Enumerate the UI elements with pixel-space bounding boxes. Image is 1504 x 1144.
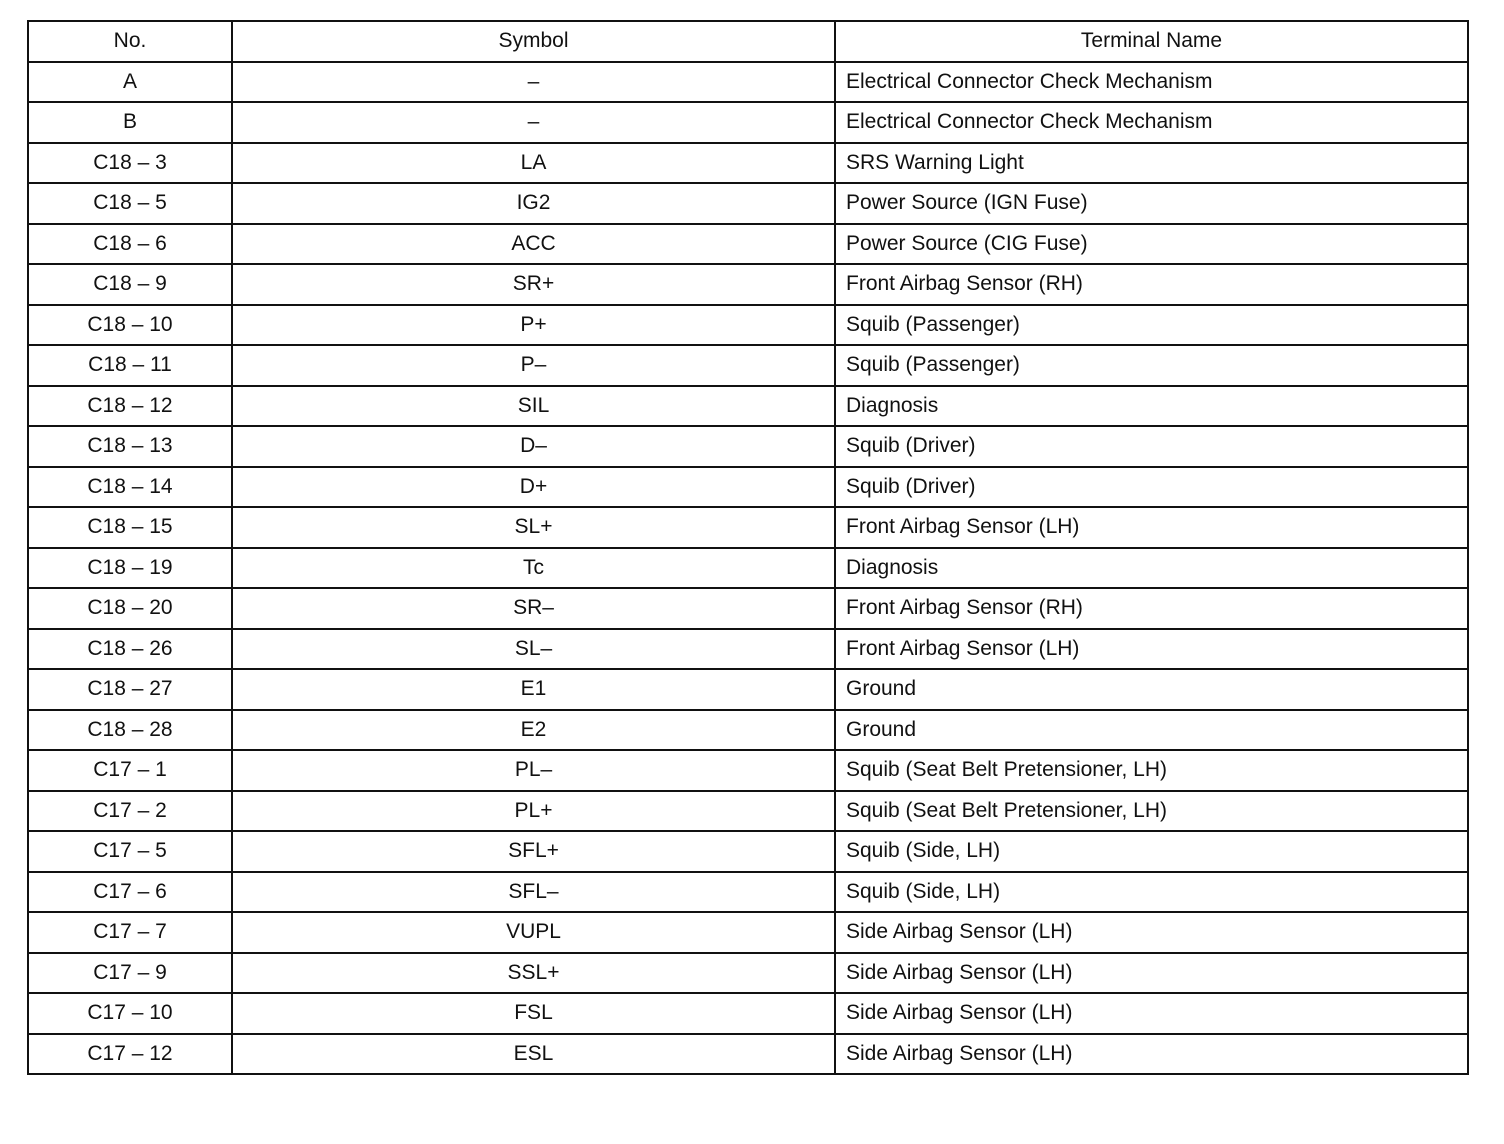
cell-symbol: VUPL: [232, 912, 835, 953]
cell-terminal-name: Side Airbag Sensor (LH): [835, 953, 1468, 994]
table-row: [28, 345, 1468, 386]
cell-no: C18 – 6: [28, 224, 232, 265]
cell-terminal-name: Side Airbag Sensor (LH): [835, 912, 1468, 953]
cell-symbol: PL+: [232, 791, 835, 832]
cell-symbol: PL–: [232, 750, 835, 791]
table-row: [28, 143, 1468, 184]
cell-no: C17 – 9: [28, 953, 232, 994]
cell-symbol: ESL: [232, 1034, 835, 1075]
cell-symbol: D–: [232, 426, 835, 467]
cell-no: C18 – 3: [28, 143, 232, 184]
cell-no: C18 – 9: [28, 264, 232, 305]
cell-symbol: SL–: [232, 629, 835, 670]
cell-terminal-name: Squib (Seat Belt Pretensioner, LH): [835, 750, 1468, 791]
cell-symbol: E1: [232, 669, 835, 710]
cell-terminal-name: Front Airbag Sensor (RH): [835, 264, 1468, 305]
table-row: [28, 507, 1468, 548]
cell-terminal-name: SRS Warning Light: [835, 143, 1468, 184]
cell-terminal-name: Squib (Driver): [835, 467, 1468, 508]
table-row: [28, 791, 1468, 832]
table-row: [28, 305, 1468, 346]
cell-no: C17 – 2: [28, 791, 232, 832]
cell-terminal-name: Front Airbag Sensor (LH): [835, 507, 1468, 548]
cell-no: C17 – 7: [28, 912, 232, 953]
cell-no: C18 – 28: [28, 710, 232, 751]
cell-no: C18 – 26: [28, 629, 232, 670]
cell-no: C18 – 27: [28, 669, 232, 710]
table-row: [28, 710, 1468, 751]
cell-symbol: SFL–: [232, 872, 835, 913]
cell-terminal-name: Squib (Passenger): [835, 345, 1468, 386]
table-row: [28, 953, 1468, 994]
cell-no: C18 – 12: [28, 386, 232, 427]
terminal-table: [27, 20, 1469, 1075]
table-row: [28, 669, 1468, 710]
cell-terminal-name: Diagnosis: [835, 386, 1468, 427]
cell-symbol: D+: [232, 467, 835, 508]
cell-terminal-name: Squib (Passenger): [835, 305, 1468, 346]
cell-terminal-name: Electrical Connector Check Mechanism: [835, 102, 1468, 143]
cell-no: C18 – 14: [28, 467, 232, 508]
cell-no: B: [28, 102, 232, 143]
cell-terminal-name: Side Airbag Sensor (LH): [835, 993, 1468, 1034]
cell-symbol: E2: [232, 710, 835, 751]
table-row: [28, 183, 1468, 224]
table-row: [28, 224, 1468, 265]
table-row: [28, 62, 1468, 103]
cell-terminal-name: Squib (Seat Belt Pretensioner, LH): [835, 791, 1468, 832]
cell-symbol: ACC: [232, 224, 835, 265]
cell-symbol: SSL+: [232, 953, 835, 994]
header-no: No.: [28, 21, 232, 62]
table-body: [28, 62, 1468, 1075]
cell-symbol: FSL: [232, 993, 835, 1034]
table-row: [28, 1034, 1468, 1075]
cell-no: C18 – 10: [28, 305, 232, 346]
table-row: [28, 467, 1468, 508]
table-row: [28, 386, 1468, 427]
table-row: [28, 264, 1468, 305]
cell-symbol: P+: [232, 305, 835, 346]
cell-symbol: –: [232, 62, 835, 103]
cell-no: C18 – 19: [28, 548, 232, 589]
header-symbol: Symbol: [232, 21, 835, 62]
cell-symbol: SFL+: [232, 831, 835, 872]
cell-no: C18 – 20: [28, 588, 232, 629]
cell-terminal-name: Squib (Driver): [835, 426, 1468, 467]
cell-terminal-name: Power Source (IGN Fuse): [835, 183, 1468, 224]
table-row: [28, 548, 1468, 589]
cell-terminal-name: Electrical Connector Check Mechanism: [835, 62, 1468, 103]
cell-no: C17 – 12: [28, 1034, 232, 1075]
table-row: [28, 872, 1468, 913]
cell-terminal-name: Front Airbag Sensor (LH): [835, 629, 1468, 670]
table-row: [28, 629, 1468, 670]
cell-terminal-name: Diagnosis: [835, 548, 1468, 589]
table-row: [28, 831, 1468, 872]
cell-symbol: SL+: [232, 507, 835, 548]
cell-no: C18 – 13: [28, 426, 232, 467]
table-row: [28, 102, 1468, 143]
cell-symbol: SR–: [232, 588, 835, 629]
table-row: [28, 993, 1468, 1034]
cell-no: C18 – 11: [28, 345, 232, 386]
cell-no: C17 – 5: [28, 831, 232, 872]
table-row: [28, 588, 1468, 629]
header-row: [28, 21, 1468, 62]
cell-no: C17 – 10: [28, 993, 232, 1034]
cell-symbol: LA: [232, 143, 835, 184]
cell-no: C18 – 5: [28, 183, 232, 224]
header-terminal-name: Terminal Name: [835, 21, 1468, 62]
table-header: [28, 21, 1468, 62]
cell-no: C17 – 6: [28, 872, 232, 913]
cell-symbol: SR+: [232, 264, 835, 305]
table-row: [28, 912, 1468, 953]
cell-no: A: [28, 62, 232, 103]
cell-terminal-name: Power Source (CIG Fuse): [835, 224, 1468, 265]
cell-terminal-name: Squib (Side, LH): [835, 872, 1468, 913]
table-row: [28, 426, 1468, 467]
cell-symbol: SIL: [232, 386, 835, 427]
cell-symbol: Tc: [232, 548, 835, 589]
cell-no: C17 – 1: [28, 750, 232, 791]
table-row: [28, 750, 1468, 791]
cell-symbol: –: [232, 102, 835, 143]
cell-symbol: P–: [232, 345, 835, 386]
cell-symbol: IG2: [232, 183, 835, 224]
cell-terminal-name: Side Airbag Sensor (LH): [835, 1034, 1468, 1075]
cell-no: C18 – 15: [28, 507, 232, 548]
cell-terminal-name: Squib (Side, LH): [835, 831, 1468, 872]
cell-terminal-name: Ground: [835, 669, 1468, 710]
cell-terminal-name: Front Airbag Sensor (RH): [835, 588, 1468, 629]
cell-terminal-name: Ground: [835, 710, 1468, 751]
